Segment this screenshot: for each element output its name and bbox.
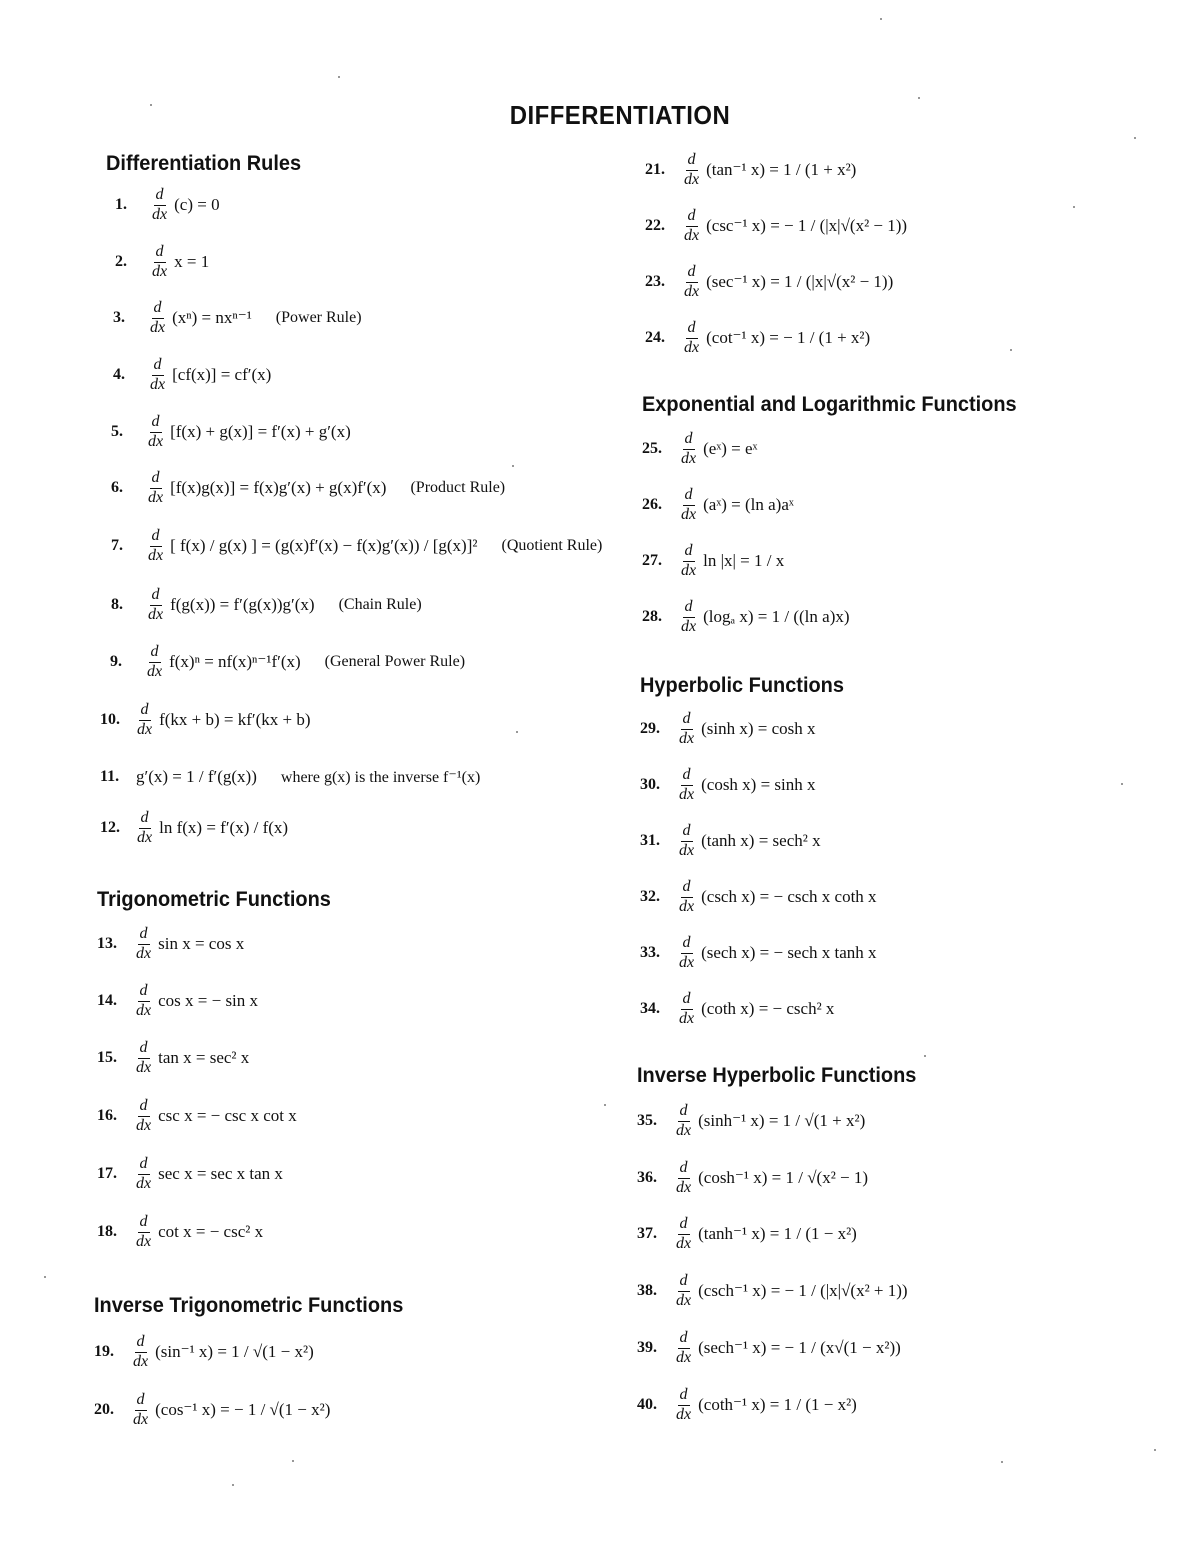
rule-27 [642, 537, 784, 585]
d-dx: $\frac{d}{dx}$ [133, 1390, 149, 1428]
item-number: 29. [640, 720, 660, 737]
d-dx: $\frac{d}{dx}$ [152, 242, 168, 280]
d-dx: $\frac{d}{dx}$ [148, 412, 164, 450]
d-dx: $\frac{d}{dx}$ [136, 924, 152, 962]
formula: sin x = cos x [158, 934, 245, 953]
item-number: 27. [642, 552, 662, 569]
rule-9 [110, 638, 465, 686]
item-number: 34. [640, 1000, 660, 1017]
rule-14 [97, 977, 258, 1025]
formula: (sin⁻¹ x) = 1 / √(1 − x²) [155, 1342, 314, 1361]
d-dx: $\frac{d}{dx}$ [676, 1214, 692, 1252]
item-number: 12. [100, 819, 120, 836]
item-number: 8. [111, 596, 123, 613]
formula: f(kx + b) = kf′(kx + b) [159, 710, 311, 729]
rule-31 [640, 817, 821, 865]
formula: (coth⁻¹ x) = 1 / (1 − x²) [698, 1395, 857, 1414]
d-dx: $\frac{d}{dx}$ [681, 597, 697, 635]
formula: (coth x) = − csch² x [701, 999, 835, 1018]
scan-speck [1134, 137, 1136, 139]
d-dx: $\frac{d}{dx}$ [133, 1332, 149, 1370]
d-dx: $\frac{d}{dx}$ [150, 355, 166, 393]
formula: f(x)ⁿ = nf(x)ⁿ⁻¹f′(x) [169, 652, 301, 671]
item-number: 31. [640, 832, 660, 849]
rule-28 [642, 593, 850, 641]
formula: (sech x) = − sech x tanh x [701, 943, 877, 962]
rule-39 [637, 1324, 901, 1372]
d-dx: $\frac{d}{dx}$ [148, 585, 164, 623]
d-dx: $\frac{d}{dx}$ [676, 1101, 692, 1139]
d-dx: $\frac{d}{dx}$ [676, 1385, 692, 1423]
rule-13 [97, 920, 244, 968]
rule-16 [97, 1092, 297, 1140]
section-heading-inverse-trigonometric-functions: Inverse Trigonometric Functions [94, 1294, 404, 1317]
d-dx: $\frac{d}{dx}$ [136, 1212, 152, 1250]
rule-34 [640, 985, 834, 1033]
formula: tan x = sec² x [158, 1048, 250, 1067]
rule-38 [637, 1267, 908, 1315]
item-number: 5. [111, 423, 123, 440]
page-title: DIFFERENTIATION [509, 100, 731, 130]
rule-21 [645, 146, 856, 194]
rule-note: (Chain Rule) [338, 596, 422, 613]
scan-speck [44, 1276, 46, 1278]
formula: (cos⁻¹ x) = − 1 / √(1 − x²) [155, 1400, 331, 1419]
scan-speck [604, 1104, 606, 1106]
formula: cos x = − sin x [158, 991, 259, 1010]
formula: [f(x)g(x)] = f(x)g′(x) + g(x)f′(x) [170, 478, 387, 497]
d-dx: $\frac{d}{dx}$ [136, 1096, 152, 1134]
formula: (sinh x) = cosh x [701, 719, 816, 738]
item-number: 38. [637, 1282, 657, 1299]
item-number: 39. [637, 1339, 657, 1356]
item-number: 40. [637, 1396, 657, 1413]
d-dx: $\frac{d}{dx}$ [679, 933, 695, 971]
scan-speck [292, 1460, 294, 1462]
rule-2 [115, 238, 233, 286]
formula: (cot⁻¹ x) = − 1 / (1 + x²) [706, 328, 871, 347]
formula: (csch x) = − csch x coth x [701, 887, 877, 906]
formula: x = 1 [174, 252, 210, 271]
d-dx: $\frac{d}{dx}$ [684, 262, 700, 300]
scan-speck [918, 97, 920, 99]
rule-36 [637, 1154, 868, 1202]
item-number: 35. [637, 1112, 657, 1129]
formula: (csc⁻¹ x) = − 1 / (|x|√(x² − 1)) [706, 216, 908, 235]
formula: [f(x) + g(x)] = f′(x) + g′(x) [170, 422, 351, 441]
scan-speck [1073, 206, 1075, 208]
formula: (cosh x) = sinh x [701, 775, 816, 794]
formula: (sech⁻¹ x) = − 1 / (x√(1 − x²)) [698, 1338, 901, 1357]
formula: csc x = − csc x cot x [158, 1106, 297, 1125]
d-dx: $\frac{d}{dx}$ [147, 642, 163, 680]
rule-7 [111, 522, 602, 570]
formula: f(g(x)) = f′(g(x))g′(x) [170, 595, 315, 614]
d-dx: $\frac{d}{dx}$ [679, 821, 695, 859]
rule-10 [100, 696, 335, 744]
formula: (tanh⁻¹ x) = 1 / (1 − x²) [698, 1224, 857, 1243]
d-dx: $\frac{d}{dx}$ [684, 318, 700, 356]
item-number: 36. [637, 1169, 657, 1186]
section-heading-hyperbolic-functions: Hyperbolic Functions [640, 674, 844, 697]
scan-speck [1154, 1449, 1156, 1451]
formula: (xⁿ) = nxⁿ⁻¹ [172, 308, 252, 327]
item-number: 6. [111, 479, 123, 496]
item-number: 21. [645, 161, 665, 178]
item-number: 24. [645, 329, 665, 346]
item-number: 18. [97, 1223, 117, 1240]
d-dx: $\frac{d}{dx}$ [684, 150, 700, 188]
rule-33 [640, 929, 877, 977]
rule-19 [94, 1328, 314, 1376]
formula: (sec⁻¹ x) = 1 / (|x|√(x² − 1)) [706, 272, 894, 291]
item-number: 2. [115, 253, 127, 270]
scan-speck [512, 465, 514, 467]
formula: ln f(x) = f′(x) / f(x) [159, 818, 289, 837]
scan-speck [880, 18, 882, 20]
formula: (csch⁻¹ x) = − 1 / (|x|√(x² + 1)) [698, 1281, 908, 1300]
rule-15 [97, 1034, 249, 1082]
formula: (tanh x) = sech² x [701, 831, 821, 850]
formula: [cf(x)] = cf′(x) [172, 365, 272, 384]
rule-25 [642, 425, 757, 473]
d-dx: $\frac{d}{dx}$ [136, 1154, 152, 1192]
item-number: 16. [97, 1107, 117, 1124]
d-dx: $\frac{d}{dx}$ [679, 765, 695, 803]
formula: cot x = − csc² x [158, 1222, 264, 1241]
item-number: 20. [94, 1401, 114, 1418]
item-number: 32. [640, 888, 660, 905]
d-dx: $\frac{d}{dx}$ [681, 485, 697, 523]
item-number: 25. [642, 440, 662, 457]
rule-35 [637, 1097, 865, 1145]
d-dx: $\frac{d}{dx}$ [137, 700, 153, 738]
rule-8 [111, 581, 422, 629]
d-dx: $\frac{d}{dx}$ [136, 1038, 152, 1076]
rule-22 [645, 202, 907, 250]
rule-18 [97, 1208, 263, 1256]
formula: g′(x) = 1 / f′(g(x)) [136, 767, 257, 786]
rule-1 [115, 181, 244, 229]
item-number: 17. [97, 1165, 117, 1182]
formula: (tan⁻¹ x) = 1 / (1 + x²) [706, 160, 857, 179]
rule-note: (General Power Rule) [324, 653, 466, 670]
rule-30 [640, 761, 816, 809]
item-number: 13. [97, 935, 117, 952]
scan-speck [1121, 783, 1123, 785]
d-dx: $\frac{d}{dx}$ [679, 989, 695, 1027]
item-number: 23. [645, 273, 665, 290]
rule-3 [113, 294, 362, 342]
d-dx: $\frac{d}{dx}$ [679, 877, 695, 915]
section-heading-differentiation-rules: Differentiation Rules [106, 152, 302, 175]
rule-11 [100, 753, 480, 801]
scan-speck [232, 1484, 234, 1486]
rule-5 [111, 408, 375, 456]
item-number: 9. [110, 653, 122, 670]
d-dx: $\frac{d}{dx}$ [681, 541, 697, 579]
rule-note: (Product Rule) [410, 479, 506, 496]
item-number: 7. [111, 537, 123, 554]
rule-note: where g(x) is the inverse f⁻¹(x) [280, 769, 481, 786]
d-dx: $\frac{d}{dx}$ [676, 1328, 692, 1366]
formula: (c) = 0 [174, 195, 220, 214]
item-number: 28. [642, 608, 662, 625]
d-dx: $\frac{d}{dx}$ [150, 298, 166, 336]
formula: (sinh⁻¹ x) = 1 / √(1 + x²) [698, 1111, 866, 1130]
rule-37 [637, 1210, 857, 1258]
scan-speck [150, 104, 152, 106]
item-number: 10. [100, 711, 120, 728]
section-heading-trigonometric-functions: Trigonometric Functions [97, 888, 331, 911]
rule-29 [640, 705, 816, 753]
rule-23 [645, 258, 893, 306]
d-dx: $\frac{d}{dx}$ [679, 709, 695, 747]
rule-32 [640, 873, 877, 921]
d-dx: $\frac{d}{dx}$ [152, 185, 168, 223]
formula: sec x = sec x tan x [158, 1164, 283, 1183]
formula: ln |x| = 1 / x [703, 551, 785, 570]
scan-speck [338, 76, 340, 78]
rule-24 [645, 314, 870, 362]
rule-6 [111, 464, 505, 512]
item-number: 14. [97, 992, 117, 1009]
formula: (eˣ) = eˣ [703, 439, 758, 458]
item-number: 30. [640, 776, 660, 793]
item-number: 19. [94, 1343, 114, 1360]
rule-12 [100, 804, 312, 852]
d-dx: $\frac{d}{dx}$ [136, 981, 152, 1019]
rule-26 [642, 481, 794, 529]
scan-speck [1010, 349, 1012, 351]
item-number: 26. [642, 496, 662, 513]
item-number: 15. [97, 1049, 117, 1066]
rule-40 [637, 1381, 857, 1429]
item-number: 37. [637, 1225, 657, 1242]
item-number: 1. [115, 196, 127, 213]
scan-speck [516, 731, 518, 733]
d-dx: $\frac{d}{dx}$ [684, 206, 700, 244]
d-dx: $\frac{d}{dx}$ [148, 526, 164, 564]
rule-note: (Power Rule) [275, 309, 362, 326]
section-heading-exponential-logarithmic-functions: Exponential and Logarithmic Functions [642, 393, 1017, 416]
scan-speck [924, 1055, 926, 1057]
rule-4 [113, 351, 295, 399]
rule-note: (Quotient Rule) [501, 537, 603, 554]
formula: (cosh⁻¹ x) = 1 / √(x² − 1) [698, 1168, 869, 1187]
d-dx: $\frac{d}{dx}$ [681, 429, 697, 467]
d-dx: $\frac{d}{dx}$ [148, 468, 164, 506]
rule-20 [94, 1386, 330, 1434]
scan-speck [1001, 1461, 1003, 1463]
rule-17 [97, 1150, 283, 1198]
d-dx: $\frac{d}{dx}$ [676, 1158, 692, 1196]
d-dx: $\frac{d}{dx}$ [676, 1271, 692, 1309]
section-heading-inverse-hyperbolic-functions: Inverse Hyperbolic Functions [637, 1064, 917, 1087]
formula: (aˣ) = (ln a)aˣ [703, 495, 794, 514]
item-number: 3. [113, 309, 125, 326]
formula: [ f(x) / g(x) ] = (g(x)f′(x) − f(x)g′(x)) / [g(x)]² [170, 536, 478, 555]
d-dx: $\frac{d}{dx}$ [137, 808, 153, 846]
formula: (logₐ x) = 1 / ((ln a)x) [703, 607, 850, 626]
item-number: 11. [100, 768, 120, 785]
item-number: 4. [113, 366, 125, 383]
item-number: 33. [640, 944, 660, 961]
item-number: 22. [645, 217, 665, 234]
